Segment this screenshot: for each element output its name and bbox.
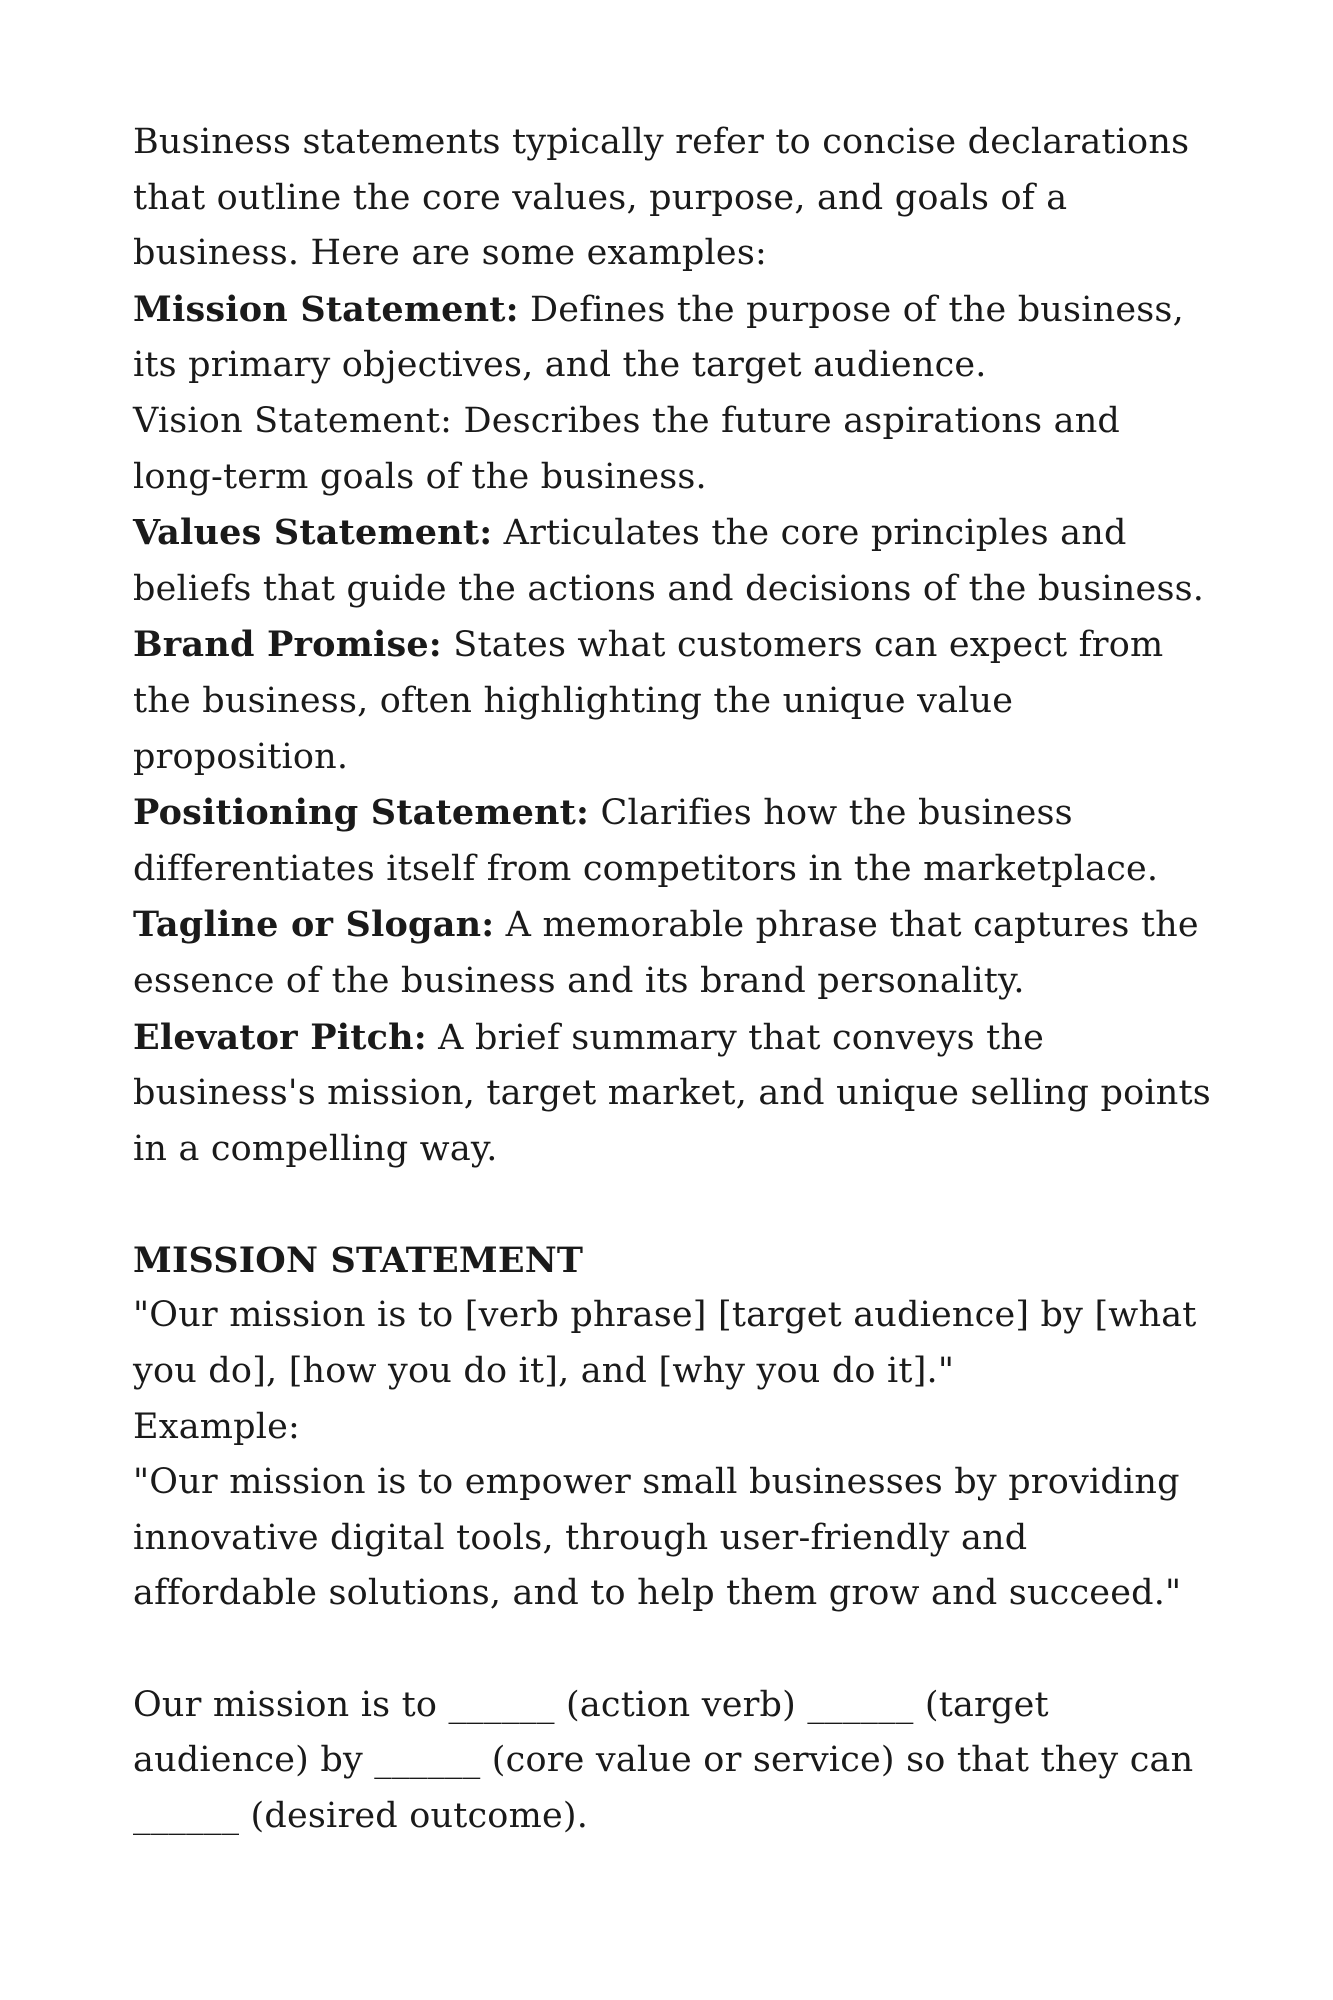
statement-term: Mission Statement: bbox=[133, 288, 519, 330]
statement-elevator-pitch bbox=[133, 1010, 1213, 1178]
intro-paragraph: Business statements typically refer to concise declarations that outline the core values, purpose, and goals of a business. Here are some examples: bbox=[133, 122, 1190, 274]
statement-term: Brand Promise: bbox=[133, 624, 442, 666]
mission-template: "Our mission is to [verb phrase] [target audience] by [what you do], [how you do it], and [why you do it]." bbox=[133, 1295, 1197, 1392]
mission-heading: MISSION STATEMENT bbox=[133, 1239, 584, 1281]
statement-mission bbox=[133, 282, 1213, 394]
statement-text: States what customers can expect from the business, often highlighting the unique value proposition. bbox=[133, 625, 1164, 777]
example-label: Example: bbox=[133, 1406, 301, 1447]
mission-fill-in: Our mission is to ______ (action verb) ______ (target audience) by ______ (core value or service) so that they can ______ (desired outcome). bbox=[133, 1684, 1194, 1836]
statement-term: Tagline or Slogan: bbox=[133, 904, 495, 946]
statement-text: A memorable phrase that captures the essence of the business and its brand personality. bbox=[133, 905, 1199, 1001]
mission-example: "Our mission is to empower small businesses by providing innovative digital tools, through user-friendly and affordable solutions, and to help them grow and succeed." bbox=[133, 1462, 1182, 1614]
statement-text: Articulates the core principles and beliefs that guide the actions and decisions of the business. bbox=[133, 513, 1205, 609]
statement-term: Values Statement: bbox=[133, 512, 493, 554]
document-page bbox=[133, 115, 1213, 1844]
statement-term: Elevator Pitch: bbox=[133, 1016, 427, 1058]
statement-positioning bbox=[133, 785, 1213, 897]
spacer bbox=[133, 1622, 1213, 1678]
statement-text: Defines the purpose of the business, its primary objectives, and the target audience. bbox=[133, 289, 1184, 386]
statement-text: Vision Statement: Describes the future aspirations and long-term goals of the business. bbox=[133, 400, 1121, 497]
statement-values bbox=[133, 505, 1213, 617]
spacer bbox=[133, 1177, 1213, 1233]
statement-brand-promise bbox=[133, 617, 1213, 785]
statement-text: Clarifies how the business differentiates itself from competitors in the marketplace. bbox=[133, 793, 1159, 889]
statement-text: A brief summary that conveys the business's mission, target market, and unique selling points in a compelling way. bbox=[133, 1017, 1211, 1169]
statement-vision bbox=[133, 394, 1213, 505]
statement-term: Positioning Statement: bbox=[133, 792, 590, 834]
statement-tagline bbox=[133, 897, 1213, 1009]
